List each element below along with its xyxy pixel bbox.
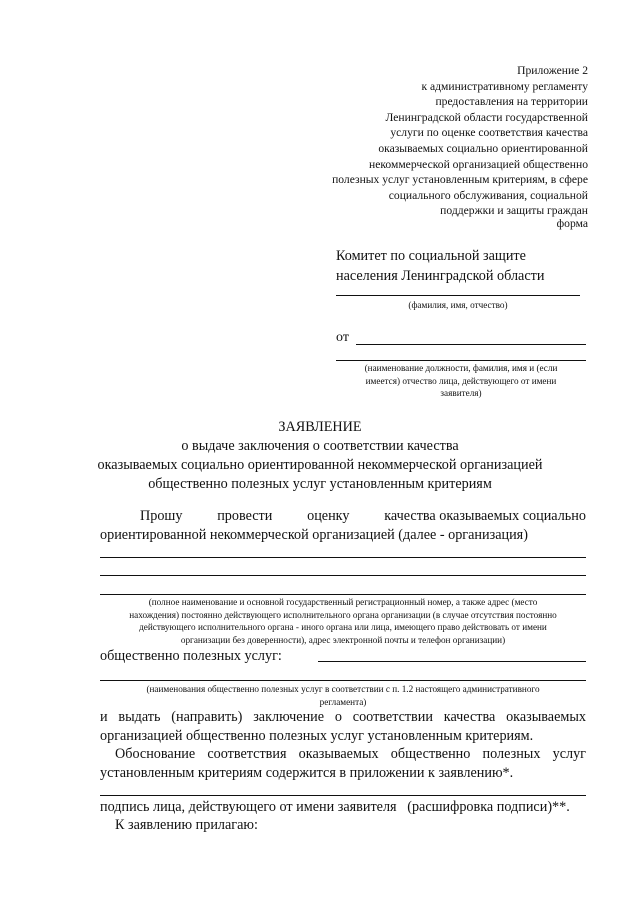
document-subtitle-line: о выдаче заключения о соответствии качества (181, 438, 459, 454)
from-field[interactable] (356, 344, 586, 345)
from-field-2[interactable] (336, 360, 586, 361)
signature-field[interactable] (100, 795, 586, 796)
appendix-line: оказываемых социально ориентированной (378, 141, 588, 155)
applicant-name-field[interactable] (336, 295, 580, 296)
request-line-1: Прошу провести оценку качества оказываемых социально (140, 508, 586, 524)
organization-field-2[interactable] (100, 575, 586, 576)
applicant-name-caption: (фамилия, имя, отчество) (408, 300, 508, 310)
document-subtitle-line: общественно полезных услуг установленным критериям (148, 476, 492, 492)
organization-caption: (полное наименование и основной государственный регистрационный номер, а также адрес (место нахождения) постоянно действующего исполнительного органа организации (в случае отсутствия постоянно действующего исполнительного органа - иного органа или лица, имеющего право действовать от имени организации без доверенности), адрес электронной почты и телефон организации) (129, 597, 557, 645)
justification-line-1: Обоснование соответствия оказываемых общественно полезных услуг (115, 746, 586, 762)
services-field-2[interactable] (100, 680, 586, 681)
form-label: форма (556, 217, 588, 230)
appendix-line: к административному регламенту (421, 79, 588, 93)
request-line-2: ориентированной некоммерческой организацией (далее - организация) (100, 527, 528, 543)
appendix-line: Приложение 2 (517, 64, 588, 77)
document-title: ЗАЯВЛЕНИЕ (278, 419, 362, 435)
appendix-line: предоставления на территории (435, 95, 588, 109)
document-subtitle-line: оказываемых социально ориентированной некоммерческой организацией (97, 457, 543, 473)
appendix-line: услуги по оценке соответствия качества (390, 126, 588, 140)
issue-line-2: организацией общественно полезных услуг установленным критериям. (100, 728, 534, 744)
organization-field-3[interactable] (100, 594, 586, 595)
appendix-line: полезных услуг установленным критериям, в сфере (332, 173, 588, 187)
addressee (336, 246, 544, 286)
from-label: от (336, 330, 349, 345)
services-label: общественно полезных услуг: (100, 648, 282, 664)
appendix-line: Ленинградской области государственной (385, 110, 588, 124)
appendix-line: некоммерческой организацией общественно (369, 157, 588, 171)
addressee-line: населения Ленинградской области (336, 268, 545, 284)
services-caption: (наименования общественно полезных услуг в соответствии с п. 1.2 настоящего административного регламента) (146, 684, 540, 707)
appendix-header (288, 63, 588, 219)
appendix-line: поддержки и защиты граждан (440, 204, 588, 218)
organization-field[interactable] (100, 557, 586, 558)
signature-caption: подпись лица, действующего от имени заявителя (расшифровка подписи)**. (100, 799, 570, 815)
justification-line-2: установленным критериям содержится в приложении к заявлению*. (100, 765, 514, 781)
from-caption: (наименование должности, фамилия, имя и (если имеется) отчество лица, действующего от имени заявителя) (364, 363, 558, 398)
services-field[interactable] (318, 661, 586, 662)
attachments-label: К заявлению прилагаю: (115, 817, 258, 833)
issue-line-1: и выдать (направить) заключение о соответствии качества оказываемых (100, 709, 586, 725)
appendix-line: социального обслуживания, социальной (388, 188, 588, 202)
addressee-line: Комитет по социальной защите (336, 248, 526, 264)
